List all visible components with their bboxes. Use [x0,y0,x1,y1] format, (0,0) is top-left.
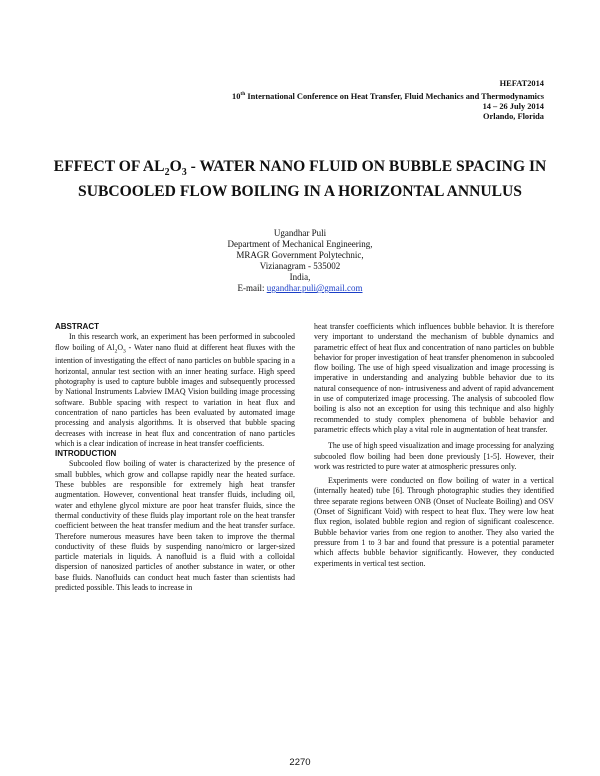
intro-paragraph-2: The use of high speed visualization and image processing for analyzing subcooled flow boiling had been done previously [1-5]. However, their work was restricted to pure water at atmospheric pressures only. [314,441,554,471]
right-column [314,322,554,569]
intro-paragraph-1: Subcooled flow boiling of water is characterized by the presence of small bubbles, which grow and collapse rapidly near the heated surface. These bubbles are responsible for extremely high heat transfer augmentation. However, conventional heat transfer fluids, including oil, water and ethylene glycol mixture are poor heat transfer fluids, since the thermal conductivity of these fluids play important role on the heat transfer coefficient between the heat transfer medium and the heat transfer surface. Therefore numerous measures have been taken to improve the thermal conductivity of these fluids by suspending nano/micro or larger-sized particle materials in liquids. A nanofluid is a fluid with a colloidal dispersion of nanosized particles of another substance in water, or other base fluids. Nanofluids can conduct heat much faster than scientists had predicted possible. This leads to increase in [55,459,295,592]
author-block [170,228,430,294]
conference-location: Orlando, Florida [483,112,544,122]
intro-paragraph-3: Experiments were conducted on flow boiling of water in a vertical (internally heated) tube [6]. Through photographic studies they identified three separate regions between ONB (Onset of Nucleate Boiling) and OSV (Onset of Significant Void) with respect to heat flux. They were low heat flux region, isolated bubble region and region of significant coalescence. Bubble behavior varies from one region to another. They also varied the pressure from 1 to 3 bar and found that pressure is a potential parameter which affects bubble behavior significantly. However, they conducted experiments in vertical test section. [314,476,554,568]
abstract-heading: ABSTRACT [55,322,99,331]
abstract-paragraph: In this research work, an experiment has been performed in subcooled flow boiling of $Al_2O_3$ - Water nano fluid at different heat fluxes with the intention of investigating the effect of nano particles on bubble spacing in a horizontal, annular test section with an inner heating surface. High speed photography is used to capture bubble images and subsequently processed by National Instruments Labview IMAQ Vision building image processing software. Bubble spacing with respect to variation in heat flux and concentration of nano particles has been evaluated by automated image processing and analysis algorithms. It is observed that bubble spacing decreases with increase in heat flux and concentration of nano particles which is a clear indication of increase in heat transfer coefficients. [55,332,295,448]
author-email-link[interactable]: ugandhar.puli@gmail.com [266,283,363,293]
intro-paragraph-1-continued: heat transfer coefficients which influences bubble behavior. It is therefore very important to understand the mechanism of bubble dynamics and parametric effect of heat flux and concentration of nano particles on bubble behavior for proper investigation of heat transfer phenomenon in subcooled flow boiling. The use of high speed visualization and image processing is imperative in understanding and analyzing bubble behavior due to its natural consequence of non- intrusiveness and advent of rapid advancement in use of computerized image processing. The analysis of subcooled flow boiling is also not an exception for using this technique and also highly recommended to study complex phenomena of bubble behavior and parametric effects which play a vital role in augmentation of heat transfer. [314,322,554,434]
conference-name: HEFAT2014 [499,79,544,88]
conference-full-name: 10th International Conference on Heat Transfer, Fluid Mechanics and Thermodynamics [232,91,544,101]
page-number: 2270 [289,757,311,768]
author-email-line: E-mail: ugandhar.puli@gmail.com [237,283,363,293]
author-department: Department of Mechanical Engineering, [227,239,373,249]
author-institution: MRAGR Government Polytechnic, [236,250,364,260]
author-city: Vizianagram - 535002 [259,261,341,271]
author-name: Ugandhar Puli [273,228,327,238]
left-column [55,322,295,593]
introduction-heading: INTRODUCTION [55,449,117,459]
conference-dates: 14 – 26 July 2014 [482,102,544,112]
author-country: India, [289,272,311,282]
conference-header [232,79,544,123]
paper-title: EFFECT OF $AL_2O_3$ - WATER NANO FLUID ON BUBBLE SPACING IN SUBCOOLED FLOW BOILING IN A HORIZONTAL ANNULUS [53,158,547,201]
